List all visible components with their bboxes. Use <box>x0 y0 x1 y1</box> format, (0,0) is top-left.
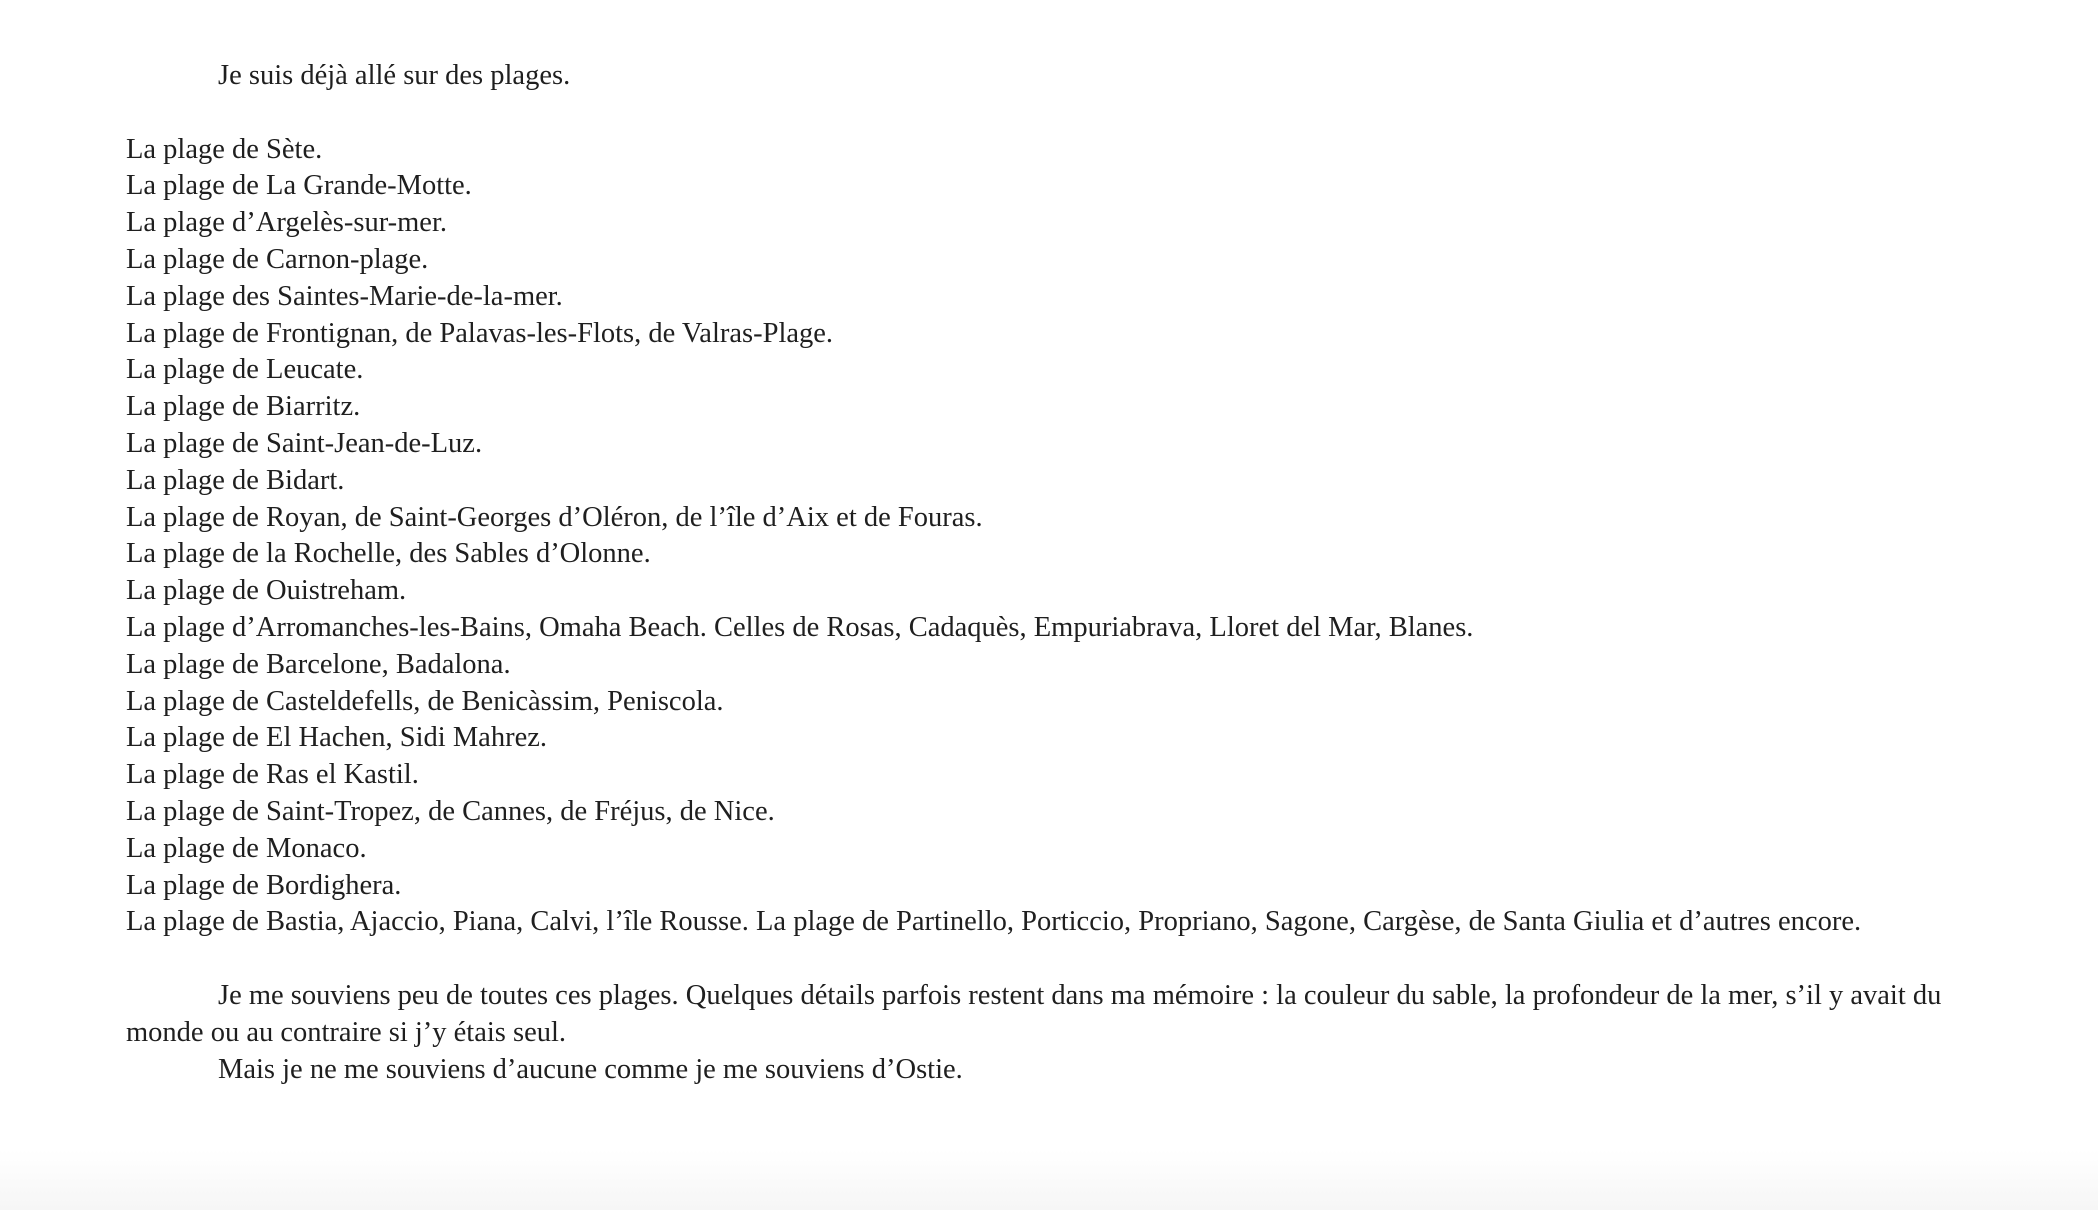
paragraph-gap <box>126 941 2016 978</box>
beach-line: La plage de Carnon-plage. <box>126 243 429 275</box>
beach-line: La plage de Bordighera. <box>126 869 402 901</box>
beach-line: La plage de Saint-Tropez, de Cannes, de Fréjus, de Nice. <box>126 795 775 827</box>
beach-line: La plage de la Rochelle, des Sables d’Olonne. <box>126 538 651 570</box>
beach-line: La plage d’Argelès-sur-mer. <box>126 207 447 239</box>
beach-list <box>126 132 2016 942</box>
beach-line: La plage de Ras el Kastil. <box>126 759 419 791</box>
beach-line: La plage de Royan, de Saint-Georges d’Oléron, de l’île d’Aix et de Fouras. <box>126 501 983 533</box>
beach-line: La plage de Barcelone, Badalona. <box>126 648 511 680</box>
beach-line: La plage de Bastia, Ajaccio, Piana, Calvi, l’île Rousse. La plage de Partinello, Porticcio, Propriano, Sagone, Cargèse, de Santa Giulia et d’autres encore. <box>126 906 1862 938</box>
intro-paragraph: Je suis déjà allé sur des plages. <box>218 60 571 91</box>
beach-line: La plage de Saint-Jean-de-Luz. <box>126 427 483 459</box>
beach-line: La plage d’Arromanches-les-Bains, Omaha Beach. Celles de Rosas, Cadaquès, Empuriabrava, Lloret del Mar, Blanes. <box>126 611 1474 643</box>
beach-line: La plage de Bidart. <box>126 464 345 496</box>
beach-line: La plage de Casteldefells, de Benicàssim, Peniscola. <box>126 685 724 717</box>
beach-line: La plage de Monaco. <box>126 832 367 864</box>
beach-line: La plage de Frontignan, de Palavas-les-Flots, de Valras-Plage. <box>126 317 834 349</box>
beach-line: La plage de Biarritz. <box>126 391 361 423</box>
closing-paragraph: Mais je ne me souviens d’aucune comme je me souviens d’Ostie. <box>218 1053 963 1085</box>
beach-line: La plage de Ouistreham. <box>126 575 407 607</box>
paragraph-gap <box>126 95 2016 132</box>
memory-paragraph: Je me souviens peu de toutes ces plages. Quelques détails parfois restent dans ma mémoire : la couleur du sable, la profondeur de la mer, s’il y avait du monde ou au contraire si j’y étais seul. <box>126 979 1942 1048</box>
beach-line: La plage de Leucate. <box>126 354 364 386</box>
beach-line: La plage de Sète. <box>126 133 323 165</box>
beach-line: La plage des Saintes-Marie-de-la-mer. <box>126 280 563 312</box>
beach-line: La plage de La Grande-Motte. <box>126 170 472 202</box>
text-body <box>126 58 2016 1088</box>
beach-line: La plage de El Hachen, Sidi Mahrez. <box>126 722 548 754</box>
